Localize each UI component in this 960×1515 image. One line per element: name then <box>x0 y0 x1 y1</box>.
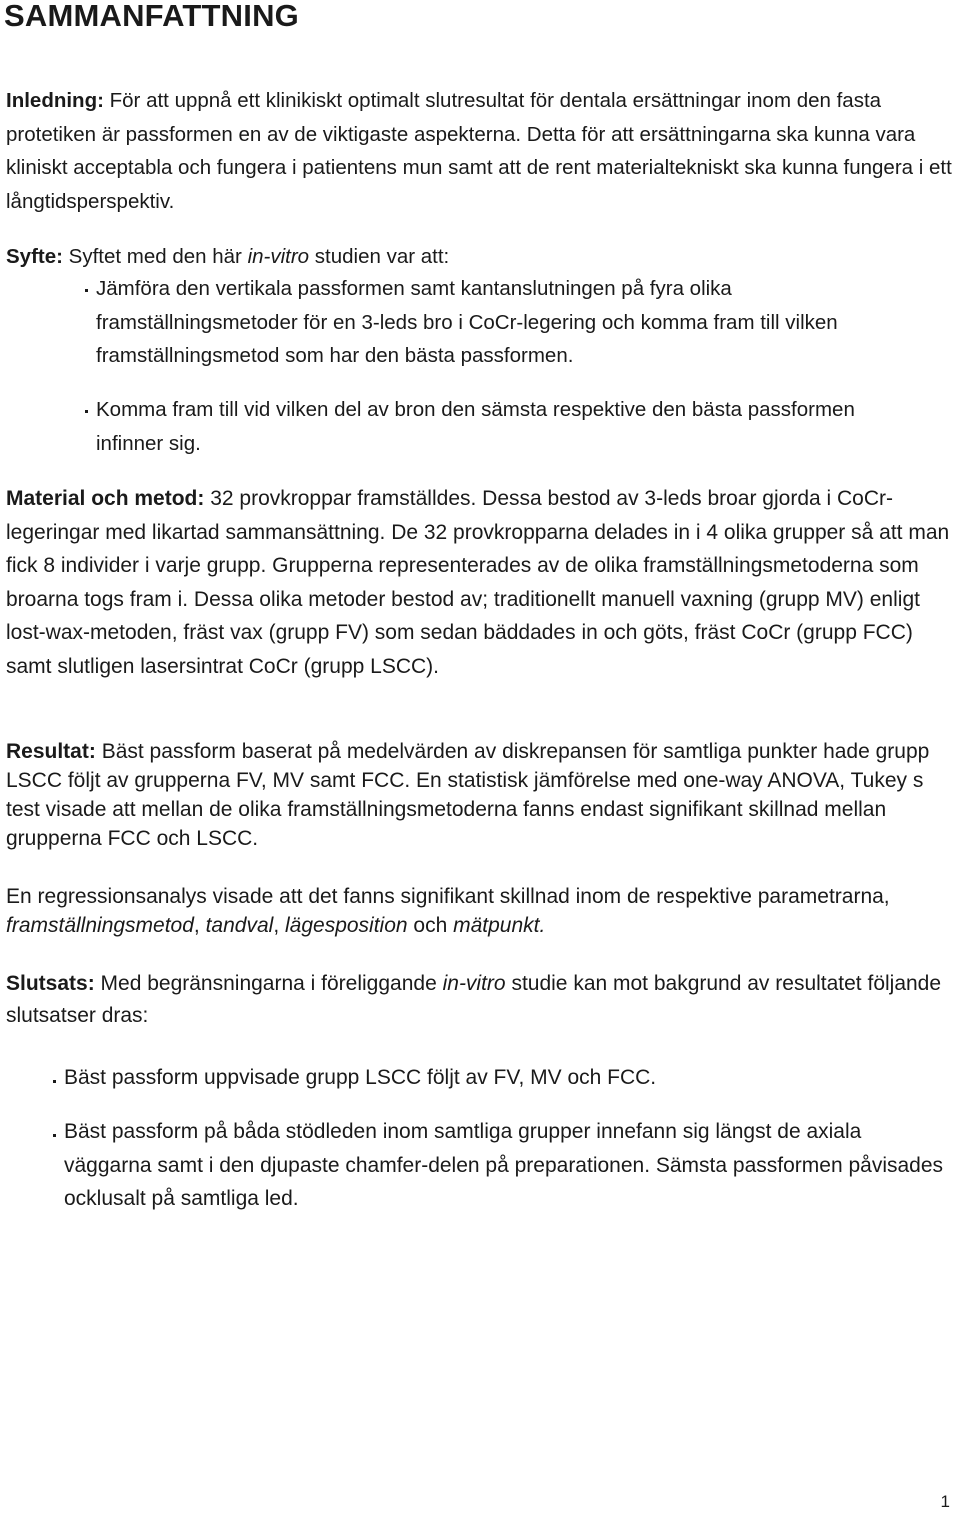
resultat-paragraph <box>6 737 954 853</box>
resultat-text: Bäst passform baserat på medelvärden av diskrepansen för samtliga punkter hade grupp LSCC följt av grupperna FV, MV samt FCC. En statistisk jämförelse med one-way ANOVA, Tukey s test visade att mellan de olika framställningsmetoderna fanns endast signifikant skillnad mellan grupperna FCC och LSCC. <box>6 740 930 850</box>
separator: , <box>193 914 206 937</box>
regression-text: En regressionsanalys visade att det fanns signifikant skillnad inom de respektive parametrarna, <box>6 885 890 908</box>
material-paragraph <box>6 482 954 684</box>
page-title: SAMMANFATTNING <box>4 0 299 33</box>
slutsats-text-after: studie kan mot bakgrund av resultatet följande slutsatser dras: <box>6 972 942 1027</box>
slutsats-label: Slutsats: <box>6 972 95 995</box>
syfte-bullet-item <box>96 393 926 460</box>
syfte-label: Syfte: <box>6 245 63 268</box>
slutsats-bullet-item <box>64 1115 944 1216</box>
bullet-dot-icon <box>85 410 88 413</box>
slutsats-bullet-text: Bäst passform på båda stödleden inom samtliga grupper innefann sig längst de axiala väggarna samt i den djupaste chamfer-delen på preparationen. Sämsta passformen påvisades ocklusalt på samtliga led. <box>64 1120 944 1210</box>
syfte-text-before: Syftet med den här <box>62 245 248 268</box>
bullet-dot-icon <box>53 1080 56 1083</box>
material-text: 32 provkroppar framställdes. Dessa bestod av 3-leds broar gjorda i CoCr-legeringar med likartad sammansättning. De 32 provkropparna delades in i 4 olika grupper så att man fick 8 individer i varje grupp. Grupperna representerades av de olika framställningsmetoderna som broarna togs fram i. Dessa olika metoder bestod av; traditionellt manuell vaxning (grupp MV) enligt lost-wax-metoden, fräst vax (grupp FV) som sedan bäddades in och göts, fräst CoCr (grupp FCC) samt slutligen lasersintrat CoCr (grupp LSCC). <box>6 487 950 678</box>
material-label: Material och metod: <box>6 487 205 510</box>
intro-text: För att uppnå ett klinikiskt optimalt slutresultat för dentala ersättningar inom den fasta protetiken är passformen en av de viktigaste aspekterna. Detta för att ersättningarna ska kunna vara kliniskt acceptabla och fungera i patientens mun samt att de rent materialtekniskt ska kunna fungera i ett långtidsperspektiv. <box>6 89 952 213</box>
param-lagesposition: lägesposition <box>284 914 408 937</box>
separator: , <box>273 914 285 937</box>
slutsats-paragraph <box>6 968 954 1032</box>
param-framstallningsmetod: framställningsmetod <box>6 914 194 937</box>
bullet-dot-icon <box>53 1134 56 1137</box>
resultat-label: Resultat: <box>6 740 96 763</box>
intro-label: Inledning: <box>6 89 104 112</box>
page-number: 1 <box>940 1492 950 1511</box>
syfte-bullet-item <box>96 272 926 373</box>
slutsats-text-italic: in-vitro <box>442 972 506 995</box>
syfte-text-italic: in-vitro <box>247 245 310 268</box>
regression-paragraph <box>6 882 954 940</box>
slutsats-bullet-item <box>64 1061 944 1095</box>
bullet-dot-icon <box>85 289 88 292</box>
param-tandval: tandval <box>205 914 274 937</box>
syfte-paragraph <box>6 240 954 273</box>
syfte-bullet-text: Jämföra den vertikala passformen samt kantanslutningen på fyra olika framställningsmetoder för en 3-leds bro i CoCr-legering och komma fram till vilken framställningsmetod som har den bästa passformen. <box>96 277 838 367</box>
syfte-text-after: studien var att: <box>309 245 450 268</box>
param-matpunkt: mätpunkt. <box>453 914 546 937</box>
intro-paragraph <box>6 84 954 218</box>
separator: och <box>407 914 454 937</box>
slutsats-text-before: Med begränsningarna i föreliggande <box>94 972 443 995</box>
slutsats-bullet-text: Bäst passform uppvisade grupp LSCC följt av FV, MV och FCC. <box>64 1066 657 1089</box>
syfte-bullet-text: Komma fram till vid vilken del av bron den sämsta respektive den bästa passformen infinner sig. <box>96 398 855 455</box>
